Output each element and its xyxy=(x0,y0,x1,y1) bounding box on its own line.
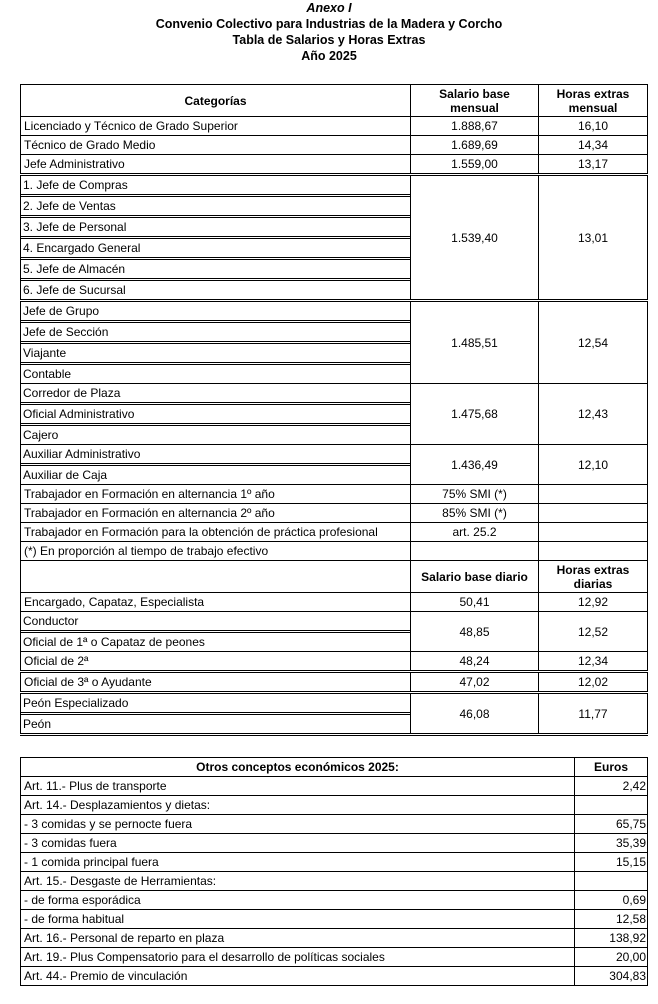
category-item: 6. Jefe de Sucursal xyxy=(23,283,126,297)
header-empty xyxy=(21,561,411,593)
category-group xyxy=(21,384,411,445)
overtime-cell: 11,77 xyxy=(539,693,648,735)
document-title: Convenio Colectivo para Industrias de la Madera y Corcho xyxy=(155,17,503,31)
concept-cell: Art. 11.- Plus de transporte xyxy=(21,777,575,796)
other-concepts-header xyxy=(21,758,648,777)
category-item: Jefe de Sección xyxy=(21,323,410,344)
other-concepts-table xyxy=(20,757,648,986)
category-group xyxy=(21,445,411,485)
category-cell: Oficial de 2ª xyxy=(21,652,411,672)
category-item: 4. Encargado General xyxy=(21,239,410,260)
salary-cell: art. 25.2 xyxy=(411,523,539,542)
category-item: Auxiliar de Caja xyxy=(23,468,108,482)
overtime-cell: 12,92 xyxy=(539,593,648,612)
value-cell: 15,15 xyxy=(575,853,648,872)
category-cell: Trabajador en Formación para la obtención de práctica profesional xyxy=(21,523,411,542)
header-euros: Euros xyxy=(575,758,648,777)
salary-table xyxy=(20,84,648,736)
empty-cell xyxy=(539,542,648,561)
category-cell: Licenciado y Técnico de Grado Superior xyxy=(21,117,411,136)
table-row xyxy=(21,652,648,672)
salary-cell: 1.485,51 xyxy=(411,301,539,384)
overtime-cell: 12,54 xyxy=(539,301,648,384)
overtime-cell xyxy=(539,485,648,504)
salary-cell: 48,85 xyxy=(411,612,539,652)
group-row xyxy=(21,693,648,735)
salary-table-header xyxy=(21,85,648,117)
document-year: Año 2025 xyxy=(301,49,357,63)
table-row xyxy=(21,910,648,929)
concept-cell: Art. 16.- Personal de reparto en plaza xyxy=(21,929,575,948)
category-item: Corredor de Plaza xyxy=(21,384,410,405)
salary-cell: 1.559,00 xyxy=(411,155,539,175)
table-row xyxy=(21,117,648,136)
salary-cell: 47,02 xyxy=(411,672,539,693)
category-group xyxy=(21,693,411,735)
salary-cell: 1.689,69 xyxy=(411,136,539,155)
footnote: (*) En proporción al tiempo de trabajo efectivo xyxy=(21,542,411,561)
overtime-cell xyxy=(539,504,648,523)
table-row xyxy=(21,872,648,891)
table-row xyxy=(21,155,648,175)
category-group xyxy=(21,301,411,384)
overtime-cell: 12,10 xyxy=(539,445,648,485)
header-concept: Otros conceptos económicos 2025: xyxy=(21,758,575,777)
category-item: Viajante xyxy=(21,344,410,365)
table-row xyxy=(21,593,648,612)
concept-cell: Art. 15.- Desgaste de Herramientas: xyxy=(21,872,575,891)
table-row xyxy=(21,504,648,523)
table-row xyxy=(21,815,648,834)
concept-cell: - 3 comidas fuera xyxy=(21,834,575,853)
category-item: Jefe de Grupo xyxy=(21,302,410,323)
table-row xyxy=(21,948,648,967)
category-cell: Encargado, Capataz, Especialista xyxy=(21,593,411,612)
category-item: Cajero xyxy=(23,428,59,442)
category-item: 3. Jefe de Personal xyxy=(21,218,410,239)
category-item: Peón xyxy=(23,717,52,731)
value-cell: 0,69 xyxy=(575,891,648,910)
value-cell xyxy=(575,796,648,815)
table-row xyxy=(21,672,648,693)
table-row xyxy=(21,777,648,796)
table-row xyxy=(21,523,648,542)
category-group xyxy=(21,612,411,652)
annex-label: Anexo I xyxy=(306,1,352,15)
salary-cell: 1.888,67 xyxy=(411,117,539,136)
group-row xyxy=(21,301,648,384)
value-cell: 12,58 xyxy=(575,910,648,929)
concept-cell: Art. 14.- Desplazamientos y dietas: xyxy=(21,796,575,815)
table-row xyxy=(21,834,648,853)
salary-cell: 85% SMI (*) xyxy=(411,504,539,523)
salary-cell: 1.539,40 xyxy=(411,175,539,301)
category-item: Peón Especializado xyxy=(21,694,410,715)
table-row xyxy=(21,891,648,910)
footnote-row xyxy=(21,542,648,561)
value-cell xyxy=(575,872,648,891)
daily-header xyxy=(21,561,648,593)
header-daily-overtime: Horas extras diarias xyxy=(539,561,648,593)
category-item: Oficial Administrativo xyxy=(21,405,410,426)
table-row xyxy=(21,967,648,986)
category-item: Oficial de 1ª o Capataz de peones xyxy=(23,635,205,649)
concept-cell: Art. 44.- Premio de vinculación xyxy=(21,967,575,986)
concept-cell: - de forma esporádica xyxy=(21,891,575,910)
document-subtitle: Tabla de Salarios y Horas Extras xyxy=(232,33,426,47)
salary-cell: 48,24 xyxy=(411,652,539,672)
salary-cell: 75% SMI (*) xyxy=(411,485,539,504)
concept-cell: Art. 19.- Plus Compensatorio para el desarrollo de políticas sociales xyxy=(21,948,575,967)
group-row xyxy=(21,612,648,652)
value-cell: 20,00 xyxy=(575,948,648,967)
table-row xyxy=(21,136,648,155)
concept-cell: - 1 comida principal fuera xyxy=(21,853,575,872)
overtime-cell: 12,02 xyxy=(539,672,648,693)
category-cell: Jefe Administrativo xyxy=(21,155,411,175)
overtime-cell xyxy=(539,523,648,542)
header-daily-salary: Salario base diario xyxy=(411,561,539,593)
value-cell: 138,92 xyxy=(575,929,648,948)
category-item: Contable xyxy=(23,367,72,381)
group-row xyxy=(21,445,648,485)
table-row xyxy=(21,485,648,504)
table-row xyxy=(21,796,648,815)
table-row xyxy=(21,929,648,948)
overtime-cell: 12,43 xyxy=(539,384,648,445)
table-row xyxy=(21,853,648,872)
value-cell: 304,83 xyxy=(575,967,648,986)
value-cell: 2,42 xyxy=(575,777,648,796)
category-item: Auxiliar Administrativo xyxy=(21,445,410,466)
concept-cell: - de forma habitual xyxy=(21,910,575,929)
header-monthly-overtime: Horas extras mensual xyxy=(539,85,648,117)
category-group xyxy=(21,175,411,301)
value-cell: 35,39 xyxy=(575,834,648,853)
document-header xyxy=(0,0,658,64)
category-item: 5. Jefe de Almacén xyxy=(21,260,410,281)
salary-cell: 1.436,49 xyxy=(411,445,539,485)
overtime-cell: 12,52 xyxy=(539,612,648,652)
category-cell: Oficial de 3ª o Ayudante xyxy=(21,672,411,693)
overtime-cell: 12,34 xyxy=(539,652,648,672)
value-cell: 65,75 xyxy=(575,815,648,834)
salary-cell: 1.475,68 xyxy=(411,384,539,445)
overtime-cell: 14,34 xyxy=(539,136,648,155)
empty-cell xyxy=(411,542,539,561)
group-row xyxy=(21,175,648,301)
category-item: 2. Jefe de Ventas xyxy=(21,197,410,218)
overtime-cell: 13,17 xyxy=(539,155,648,175)
category-cell: Técnico de Grado Medio xyxy=(21,136,411,155)
category-item: 1. Jefe de Compras xyxy=(21,176,410,197)
category-item: Conductor xyxy=(21,612,410,633)
overtime-cell: 13,01 xyxy=(539,175,648,301)
concept-cell: - 3 comidas y se pernocte fuera xyxy=(21,815,575,834)
category-cell: Trabajador en Formación en alternancia 1º año xyxy=(21,485,411,504)
overtime-cell: 16,10 xyxy=(539,117,648,136)
salary-cell: 50,41 xyxy=(411,593,539,612)
header-monthly-salary: Salario base mensual xyxy=(411,85,539,117)
group-row xyxy=(21,384,648,445)
header-category: Categorías xyxy=(21,85,411,117)
salary-cell: 46,08 xyxy=(411,693,539,735)
category-cell: Trabajador en Formación en alternancia 2º año xyxy=(21,504,411,523)
